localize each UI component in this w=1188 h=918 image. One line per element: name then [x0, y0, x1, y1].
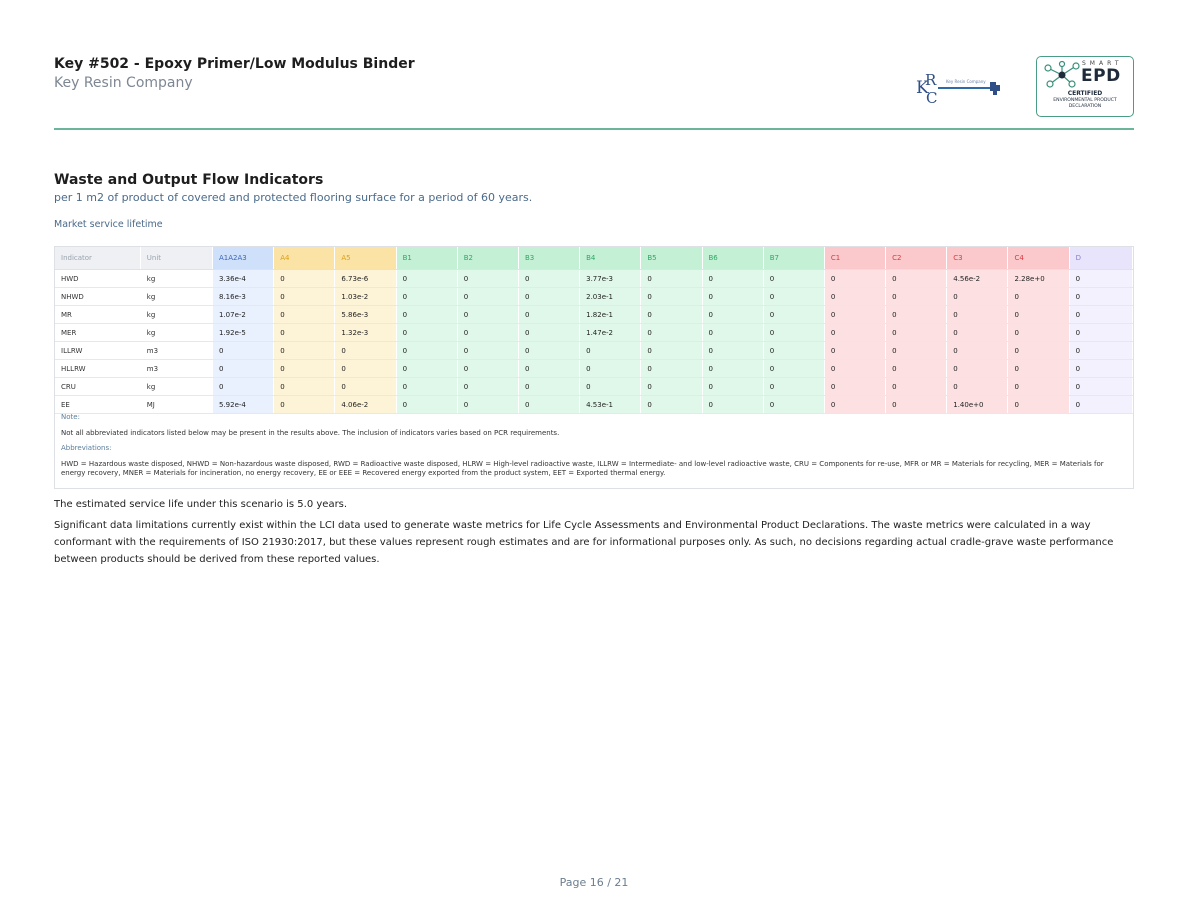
value-cell: 0	[396, 360, 457, 378]
column-header-b7: B7	[763, 247, 824, 270]
epd-description-line2: DECLARATION	[1068, 104, 1102, 109]
value-cell: 0	[1008, 378, 1069, 396]
column-header-b4: B4	[580, 247, 641, 270]
note-text: Not all abbreviated indicators listed below may be present in the results above. The inclusion of indicators varies based on PCR requirements.	[61, 429, 560, 437]
column-header-a1a2a3: A1A2A3	[213, 247, 274, 270]
krc-letter-r: R	[925, 71, 937, 89]
value-cell: 0	[947, 306, 1008, 324]
indicator-cell: CRU	[55, 378, 140, 396]
product-title: Key #502 - Epoxy Primer/Low Modulus Binder	[54, 56, 415, 72]
value-cell: 0	[1069, 360, 1132, 378]
value-cell: 0	[396, 288, 457, 306]
value-cell: 0	[580, 342, 641, 360]
value-cell: 0	[702, 396, 763, 414]
value-cell: 0	[824, 378, 885, 396]
value-cell: 0	[702, 360, 763, 378]
waste-indicator-table	[55, 247, 1133, 414]
table-row	[55, 306, 1133, 324]
value-cell: 0	[396, 378, 457, 396]
indicator-cell: NHWD	[55, 288, 140, 306]
value-cell: 2.03e-1	[580, 288, 641, 306]
value-cell: 0	[457, 342, 518, 360]
table-row	[55, 324, 1133, 342]
epd-description-line1: ENVIRONMENTAL PRODUCT	[1053, 98, 1117, 103]
value-cell: 0	[824, 288, 885, 306]
value-cell: 5.92e-4	[213, 396, 274, 414]
value-cell: 0	[886, 396, 947, 414]
unit-cell: kg	[140, 378, 212, 396]
epd-smart-label: SMART	[1082, 60, 1123, 67]
column-header-a4: A4	[274, 247, 335, 270]
value-cell: 0	[947, 324, 1008, 342]
value-cell: 0	[824, 396, 885, 414]
value-cell: 0	[274, 288, 335, 306]
value-cell: 0	[457, 324, 518, 342]
value-cell: 0	[641, 360, 702, 378]
value-cell: 0	[274, 378, 335, 396]
value-cell: 0	[763, 270, 824, 288]
document-page	[54, 0, 1134, 918]
page-number: Page 16 / 21	[559, 876, 629, 889]
value-cell: 0	[396, 342, 457, 360]
table-row	[55, 378, 1133, 396]
company-name: Key Resin Company	[54, 75, 193, 91]
value-cell: 0	[518, 342, 579, 360]
value-cell: 0	[274, 342, 335, 360]
value-cell: 0	[1069, 270, 1132, 288]
column-header-b1: B1	[396, 247, 457, 270]
value-cell: 0	[518, 360, 579, 378]
unit-cell: kg	[140, 324, 212, 342]
section-subtitle: per 1 m2 of product of covered and protected flooring surface for a period of 60 years.	[54, 191, 533, 204]
value-cell: 0	[213, 342, 274, 360]
krc-letter-c: C	[926, 89, 938, 107]
value-cell: 0	[824, 306, 885, 324]
value-cell: 0	[457, 306, 518, 324]
value-cell: 0	[518, 288, 579, 306]
value-cell: 6.73e-6	[335, 270, 396, 288]
value-cell: 0	[335, 342, 396, 360]
value-cell: 0	[702, 342, 763, 360]
market-scenario-label: Market service lifetime	[54, 219, 163, 230]
value-cell: 0	[763, 324, 824, 342]
value-cell: 0	[1008, 324, 1069, 342]
value-cell: 0	[335, 360, 396, 378]
value-cell: 0	[824, 324, 885, 342]
value-cell: 0	[1008, 288, 1069, 306]
value-cell: 0	[518, 324, 579, 342]
value-cell: 0	[641, 306, 702, 324]
value-cell: 0	[886, 288, 947, 306]
value-cell: 0	[518, 378, 579, 396]
value-cell: 0	[641, 288, 702, 306]
value-cell: 0	[702, 324, 763, 342]
value-cell: 1.92e-5	[213, 324, 274, 342]
value-cell: 0	[213, 360, 274, 378]
value-cell: 0	[213, 378, 274, 396]
value-cell: 0	[580, 378, 641, 396]
value-cell: 4.53e-1	[580, 396, 641, 414]
abbreviations-label: Abbreviations:	[61, 444, 112, 452]
unit-cell: kg	[140, 270, 212, 288]
value-cell: 0	[763, 306, 824, 324]
column-header-c4: C4	[1008, 247, 1069, 270]
value-cell: 0	[396, 306, 457, 324]
abbreviations-text: HWD = Hazardous waste disposed, NHWD = Non-hazardous waste disposed, RWD = Radioactive waste disposed, HLRW = High-level radioactive waste, ILLRW = Intermediate- and low-level radioactive waste, CRU = Components for re-use, MFR or MR = Materials for recycling, MER = Materials for energy recovery, MNER = Materials for incineration, no energy recovery, EE or EEE = Recovered energy exported from the product system, EET = Exported thermal energy.	[61, 460, 1104, 477]
indicator-cell: EE	[55, 396, 140, 414]
value-cell: 0	[947, 288, 1008, 306]
value-cell: 1.82e-1	[580, 306, 641, 324]
value-cell: 0	[457, 396, 518, 414]
column-header-b6: B6	[702, 247, 763, 270]
value-cell: 2.28e+0	[1008, 270, 1069, 288]
value-cell: 0	[947, 342, 1008, 360]
indicator-table-container	[54, 246, 1134, 489]
value-cell: 0	[580, 360, 641, 378]
value-cell: 0	[1069, 378, 1132, 396]
value-cell: 0	[763, 342, 824, 360]
value-cell: 0	[1069, 306, 1132, 324]
krc-tagline: Key Resin Company	[946, 79, 986, 84]
unit-cell: m3	[140, 360, 212, 378]
value-cell: 0	[457, 288, 518, 306]
value-cell: 0	[947, 378, 1008, 396]
value-cell: 3.77e-3	[580, 270, 641, 288]
value-cell: 5.86e-3	[335, 306, 396, 324]
indicator-cell: MER	[55, 324, 140, 342]
value-cell: 0	[824, 342, 885, 360]
value-cell: 0	[641, 378, 702, 396]
value-cell: 0	[396, 324, 457, 342]
value-cell: 0	[702, 378, 763, 396]
value-cell: 0	[763, 288, 824, 306]
value-cell: 0	[641, 396, 702, 414]
value-cell: 0	[396, 270, 457, 288]
value-cell: 0	[641, 270, 702, 288]
table-header-row	[55, 247, 1133, 270]
value-cell: 0	[824, 270, 885, 288]
value-cell: 1.40e+0	[947, 396, 1008, 414]
epd-label: EPD	[1081, 66, 1121, 86]
page-header	[54, 56, 1134, 130]
value-cell: 0	[1069, 324, 1132, 342]
value-cell: 0	[274, 396, 335, 414]
unit-cell: kg	[140, 288, 212, 306]
value-cell: 0	[1008, 396, 1069, 414]
value-cell: 0	[1008, 342, 1069, 360]
table-notes	[61, 413, 1129, 478]
table-body	[55, 270, 1133, 414]
column-header-c3: C3	[947, 247, 1008, 270]
value-cell: 0	[886, 306, 947, 324]
value-cell: 3.36e-4	[213, 270, 274, 288]
value-cell: 0	[641, 342, 702, 360]
value-cell: 0	[702, 306, 763, 324]
value-cell: 0	[763, 378, 824, 396]
value-cell: 0	[1069, 288, 1132, 306]
epd-description	[1037, 98, 1133, 110]
unit-cell: MJ	[140, 396, 212, 414]
indicator-cell: MR	[55, 306, 140, 324]
value-cell: 0	[824, 360, 885, 378]
value-cell: 0	[886, 378, 947, 396]
value-cell: 0	[274, 324, 335, 342]
value-cell: 1.47e-2	[580, 324, 641, 342]
column-header-c1: C1	[824, 247, 885, 270]
value-cell: 0	[886, 270, 947, 288]
value-cell: 1.03e-2	[335, 288, 396, 306]
column-header-b3: B3	[518, 247, 579, 270]
value-cell: 1.32e-3	[335, 324, 396, 342]
table-row	[55, 288, 1133, 306]
table-row	[55, 342, 1133, 360]
krc-key-icon	[916, 68, 1006, 108]
epd-certified-label: CERTIFIED	[1067, 90, 1103, 97]
section-title: Waste and Output Flow Indicators	[54, 172, 324, 188]
value-cell: 0	[396, 396, 457, 414]
value-cell: 0	[1069, 342, 1132, 360]
table-row	[55, 396, 1133, 414]
value-cell: 0	[702, 270, 763, 288]
indicator-cell: HLLRW	[55, 360, 140, 378]
indicator-cell: HWD	[55, 270, 140, 288]
value-cell: 0	[518, 306, 579, 324]
column-header-c2: C2	[886, 247, 947, 270]
value-cell: 0	[457, 360, 518, 378]
value-cell: 0	[518, 396, 579, 414]
service-life-text: The estimated service life under this scenario is 5.0 years.	[54, 499, 348, 510]
value-cell: 0	[335, 378, 396, 396]
value-cell: 0	[702, 288, 763, 306]
data-limitations-text: Significant data limitations currently exist within the LCI data used to generate waste metrics for Life Cycle Assessments and Environmental Product Declarations. The waste metrics were calculated in a way conformant with the requirements of ISO 21930:2017, but these values represent rough estimates and are for informational purposes only. As such, no decisions regarding actual cradle-grave waste performance between products should be derived from these reported values.	[54, 520, 1114, 565]
value-cell: 0	[886, 342, 947, 360]
column-header-d: D	[1069, 247, 1132, 270]
value-cell: 0	[1069, 396, 1132, 414]
value-cell: 0	[886, 324, 947, 342]
column-header-b2: B2	[457, 247, 518, 270]
value-cell: 0	[457, 270, 518, 288]
column-header-indicator: Indicator	[55, 247, 140, 270]
krc-logo	[916, 68, 1006, 108]
value-cell: 0	[1008, 360, 1069, 378]
indicator-cell: ILLRW	[55, 342, 140, 360]
header-divider	[54, 128, 1134, 130]
value-cell: 8.16e-3	[213, 288, 274, 306]
value-cell: 1.07e-2	[213, 306, 274, 324]
value-cell: 4.06e-2	[335, 396, 396, 414]
value-cell: 0	[274, 360, 335, 378]
column-header-unit: Unit	[140, 247, 212, 270]
krc-letter-k: K	[916, 78, 929, 98]
value-cell: 0	[274, 306, 335, 324]
molecule-icon	[1042, 60, 1082, 90]
note-label: Note:	[61, 413, 80, 421]
value-cell: 0	[763, 396, 824, 414]
value-cell: 0	[886, 360, 947, 378]
smart-epd-badge	[1036, 56, 1134, 117]
column-header-b5: B5	[641, 247, 702, 270]
value-cell: 0	[947, 360, 1008, 378]
table-row	[55, 360, 1133, 378]
unit-cell: kg	[140, 306, 212, 324]
value-cell: 4.56e-2	[947, 270, 1008, 288]
value-cell: 0	[1008, 306, 1069, 324]
value-cell: 0	[641, 324, 702, 342]
value-cell: 0	[763, 360, 824, 378]
table-row	[55, 270, 1133, 288]
value-cell: 0	[274, 270, 335, 288]
value-cell: 0	[457, 378, 518, 396]
column-header-a5: A5	[335, 247, 396, 270]
unit-cell: m3	[140, 342, 212, 360]
value-cell: 0	[518, 270, 579, 288]
